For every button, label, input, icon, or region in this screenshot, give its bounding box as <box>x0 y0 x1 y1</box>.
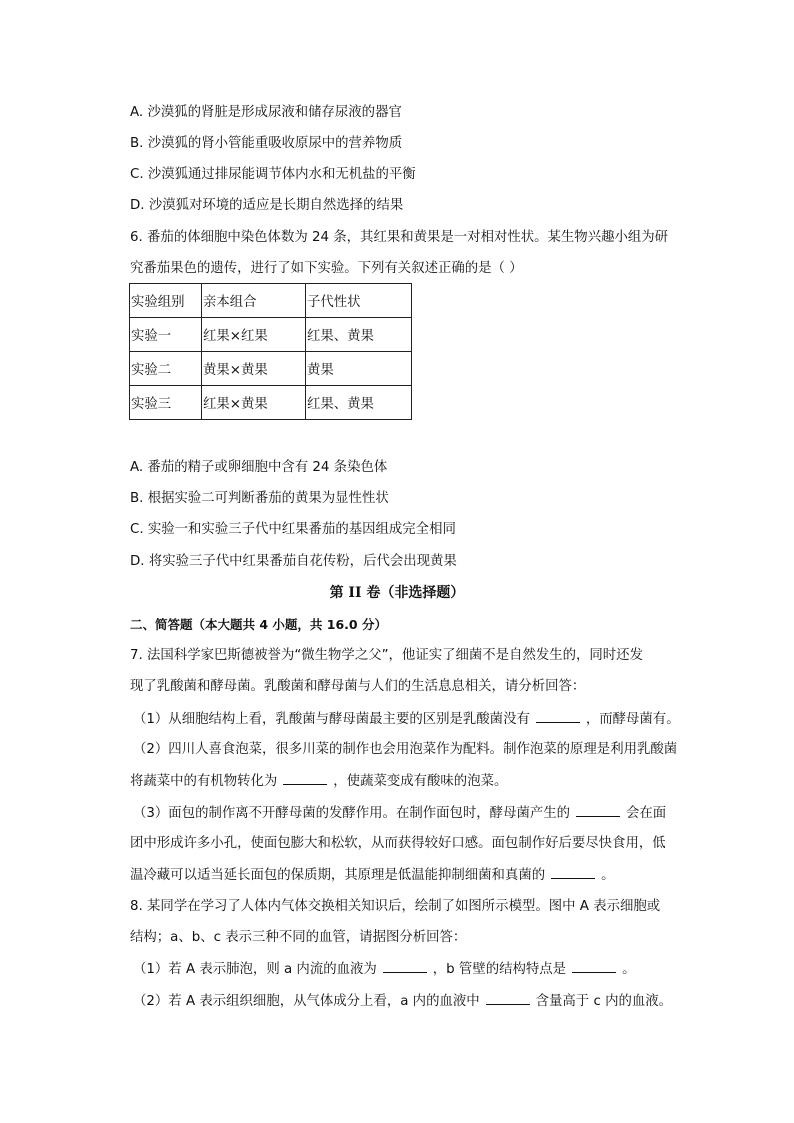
answer-blank[interactable] <box>576 804 620 817</box>
q7-part1 <box>133 710 680 729</box>
q7-part2-line2 <box>130 772 507 791</box>
q6-stem-line2: 究番茄果色的遗传，进行了如下实验。下列有关叙述正确的是（ ） <box>130 261 523 276</box>
q7-part3-line2: 团中形成许多小孔，使面包膨大和松软，从而获得较好口感。面包制作好后要尽快食用，低 <box>130 836 666 851</box>
q7-part3-line3 <box>130 866 615 885</box>
q6-option-c: C. 实验一和实验三子代中红果番茄的基因组成完全相同 <box>130 522 456 537</box>
table-cell: 实验三 <box>130 386 202 420</box>
table-header-cell: 亲本组合 <box>202 284 306 318</box>
q7-line1: 7. 法国科学家巴斯德被誉为“微生物学之父”，他证实了细菌不是自然发生的，同时还发 <box>130 648 643 663</box>
q8-part2 <box>133 992 672 1011</box>
q7-part2-text-a: 将蔬菜中的有机物转化为 <box>130 774 278 789</box>
table-cell: 红果、黄果 <box>306 386 412 420</box>
table-header-cell: 子代性状 <box>306 284 412 318</box>
q8-line1: 8. 某同学在学习了人体内气体交换相关知识后，绘制了如图所示模型。图中 A 表示细胞或 <box>130 899 661 914</box>
q5-option-d: D. 沙漠狐对环境的适应是长期自然选择的结果 <box>130 198 404 213</box>
answer-blank[interactable] <box>572 960 616 973</box>
q7-part1-text-b: ，而酵母菌有。 <box>585 712 680 727</box>
table-cell: 实验一 <box>130 318 202 352</box>
experiment-table <box>129 283 412 420</box>
q8-part2-text-a: （2）若 A 表示组织细胞，从气体成分上看，a 内的血液中 <box>133 994 480 1009</box>
answer-blank[interactable] <box>383 960 427 973</box>
q7-line2: 现了乳酸菌和酵母菌。乳酸菌和酵母菌与人们的生活息息相关，请分析回答： <box>130 679 586 694</box>
q7-part3-text-d: 。 <box>601 868 615 883</box>
q8-part1-text-a: （1）若 A 表示肺泡，则 a 内流的血液为 <box>133 962 377 977</box>
q7-part2-text-b: ，使蔬菜变成有酸味的泡菜。 <box>333 774 508 789</box>
table-cell: 实验二 <box>130 352 202 386</box>
q8-part1 <box>133 960 635 979</box>
table-cell: 红果×红果 <box>202 318 306 352</box>
table-cell: 黄果×黄果 <box>202 352 306 386</box>
table-row <box>130 318 412 352</box>
q7-part3-text-a: （3）面包的制作离不开酵母菌的发酵作用。在制作面包时，酵母菌产生的 <box>133 806 571 821</box>
q7-part3-text-c: 温冷藏可以适当延长面包的保质期，其原理是低温能抑制细菌和真菌的 <box>130 868 546 883</box>
table-header-row <box>130 284 412 318</box>
section-subtitle: 二、简答题（本大题共 4 小题，共 16.0 分） <box>130 617 387 632</box>
answer-blank[interactable] <box>283 772 327 785</box>
answer-blank[interactable] <box>536 710 580 723</box>
table-header-cell: 实验组别 <box>130 284 202 318</box>
q6-option-a: A. 番茄的精子或卵细胞中含有 24 条染色体 <box>130 460 388 475</box>
q7-part3-line1 <box>133 804 666 823</box>
q7-part3-text-b: 会在面 <box>626 806 667 821</box>
q8-part1-text-b: ，b 管壁的结构特点是 <box>432 962 567 977</box>
table-cell: 红果、黄果 <box>306 318 412 352</box>
q6-stem-line1: 6. 番茄的体细胞中染色体数为 24 条，其红果和黄果是一对相对性状。某生物兴趣小组为研 <box>130 230 669 245</box>
section-title: 第 II 卷（非选择题） <box>329 585 465 601</box>
q5-option-b: B. 沙漠狐的肾小管能重吸收原尿中的营养物质 <box>130 136 403 151</box>
table-cell: 黄果 <box>306 352 412 386</box>
table-cell: 红果×黄果 <box>202 386 306 420</box>
table-row <box>130 386 412 420</box>
q7-part2-line1: （2）四川人喜食泡菜，很多川菜的制作也会用泡菜作为配料。制作泡菜的原理是利用乳酸菌 <box>133 742 678 757</box>
q8-part2-text-b: 含量高于 c 内的血液。 <box>535 994 673 1009</box>
q5-option-c: C. 沙漠狐通过排尿能调节体内水和无机盐的平衡 <box>130 167 416 182</box>
q8-line2: 结构；a、b、c 表示三种不同的血管，请据图分析回答： <box>130 930 467 945</box>
q8-part1-text-c: 。 <box>622 962 636 977</box>
q6-option-b: B. 根据实验二可判断番茄的黄果为显性性状 <box>130 491 389 506</box>
answer-blank[interactable] <box>551 866 595 879</box>
q5-option-a: A. 沙漠狐的肾脏是形成尿液和储存尿液的器官 <box>130 105 402 120</box>
table-row <box>130 352 412 386</box>
q6-option-d: D. 将实验三子代中红果番茄自花传粉，后代会出现黄果 <box>130 554 457 569</box>
q7-part1-text-a: （1）从细胞结构上看，乳酸菌与酵母菌最主要的区别是乳酸菌没有 <box>133 712 530 727</box>
answer-blank[interactable] <box>486 992 530 1005</box>
